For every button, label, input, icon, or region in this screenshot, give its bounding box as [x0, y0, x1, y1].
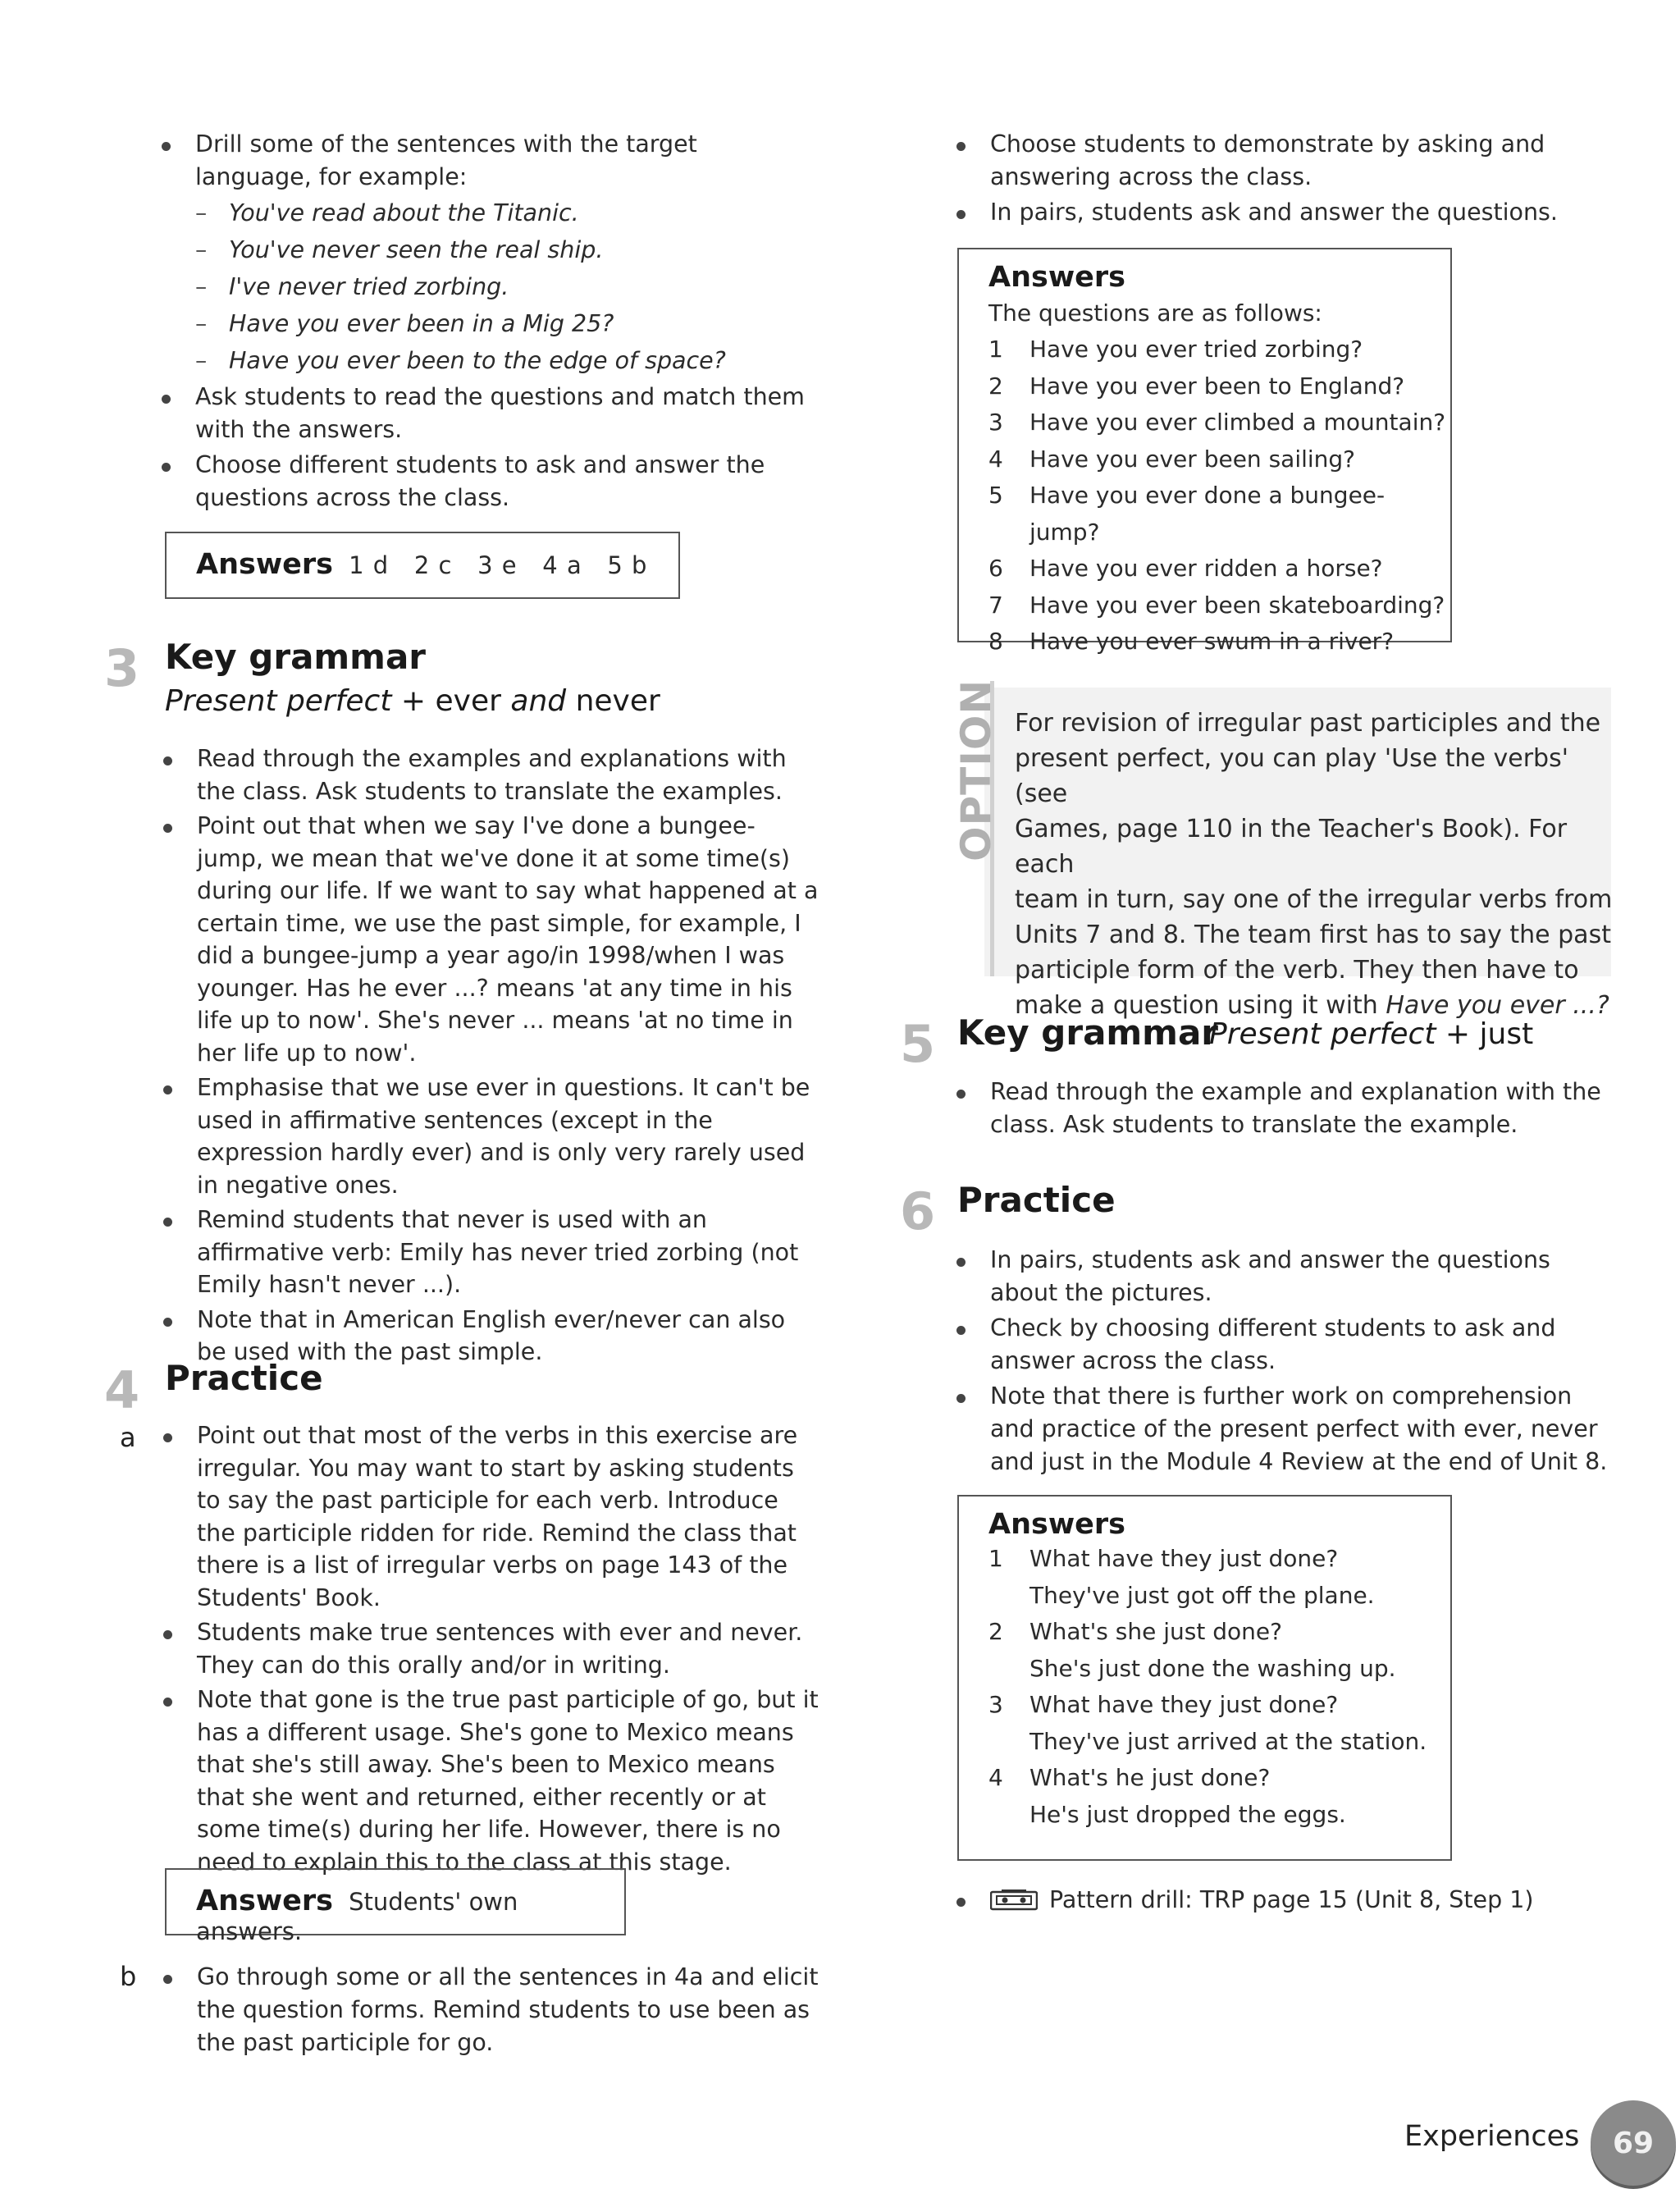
- answers-title: Answers: [196, 548, 334, 581]
- example-list: [162, 196, 818, 377]
- section-3-subtitle: Present perfect + ever and never: [165, 684, 660, 718]
- bullet: Point out that when we say I've done a bungee-jump, we mean that we've done it at some time(s) during our life. If we want to say what happened at a certain time, we use the past simple, for example, I did a bungee-jump a year ago/in 1998/when I was younger. Has he ever ...? means 'at any time in his life up to now'. She's never ... means 'at no time in her life up to now'.: [163, 810, 819, 1069]
- answer-item: 1 What have they just done?: [988, 1545, 1339, 1572]
- bullet: Choose students to demonstrate by asking and answering across the class.: [956, 128, 1613, 194]
- answer-item: They've just got off the plane.: [1029, 1581, 1375, 1609]
- example-item: – You've never seen the real ship.: [195, 233, 818, 267]
- answers-box-1: [165, 532, 680, 599]
- answers-content: Students' own answers.: [196, 1888, 518, 1945]
- answer-item: They've just arrived at the station.: [1029, 1727, 1427, 1755]
- answers-title: Answers: [196, 1885, 334, 1917]
- answer-item: 4 Have you ever been sailing?: [988, 445, 1356, 473]
- bullet: Note that there is further work on comprehension and practice of the present perfect with ever, never and just in the Module 4 Review at the end of Unit 8.: [956, 1380, 1617, 1478]
- bullet: Read through the examples and explanations with the class. Ask students to translate the examples.: [163, 743, 819, 807]
- answers-box-4a: [165, 1868, 626, 1945]
- section-3-title: Key grammar: [165, 637, 426, 677]
- page-number: 69: [1612, 2126, 1655, 2160]
- answer-item: 2 What's she just done?: [988, 1618, 1282, 1645]
- section-number-4: 4: [104, 1360, 140, 1420]
- bullet: Note that gone is the true past participle of go, but it has a different usage. She's gone to Mexico means that she's still away. She's been to Mexico means that she went and returned, either recently or at some time(s) during her life. However, there is no need to explain this to the class at this stage.: [163, 1684, 824, 1878]
- bullet: Remind students that never is used with an affirmative verb: Emily has never tried zorbing (not Emily hasn't never ...).: [163, 1204, 819, 1301]
- answer-item: 7 Have you ever been skateboarding?: [988, 591, 1445, 619]
- label-b: b: [120, 1961, 137, 1992]
- section-4-title: Practice: [165, 1358, 323, 1398]
- bullet: In pairs, students ask and answer the questions.: [956, 196, 1613, 229]
- cassette-icon: [990, 1887, 1038, 1920]
- answer-item: 2 Have you ever been to England?: [988, 372, 1405, 400]
- bullet: Point out that most of the verbs in this exercise are irregular. You may want to start by asking students to say the past participle for each verb. Introduce the participle ridden for ride. Remind the class that there is a list of irregular verbs on page 143 of the Students' Book.: [163, 1419, 824, 1614]
- label-a: a: [120, 1422, 136, 1453]
- answers-box-2: [957, 248, 1452, 655]
- left-intro: [162, 128, 818, 517]
- answers-intro: The questions are as follows:: [988, 299, 1322, 327]
- bullet-choose-students: Choose different students to ask and answer the questions across the class.: [162, 449, 818, 514]
- right-intro: [956, 128, 1613, 231]
- example-item: – Have you ever been in a Mig 25?: [195, 307, 818, 340]
- option-label: OPTION: [952, 679, 1000, 861]
- bullet: Emphasise that we use ever in questions. It can't be used in affirmative sentences (except in the expression hardly ever) and is only very rarely used in negative ones.: [163, 1072, 819, 1201]
- answer-item: 3 What have they just done?: [988, 1691, 1339, 1718]
- section-4a-bullets: [163, 1419, 824, 1880]
- answers-box-6: [957, 1495, 1452, 1861]
- page-number-badge: [1591, 2100, 1676, 2186]
- bullet: Check by choosing different students to ask and answer across the class.: [956, 1312, 1617, 1378]
- answer-item: He's just dropped the eggs.: [1029, 1800, 1346, 1828]
- bullet: In pairs, students ask and answer the questions about the pictures.: [956, 1244, 1617, 1309]
- bullet-drill: Drill some of the sentences with the target language, for example:: [162, 128, 818, 194]
- footer-label: Experiences: [1404, 2120, 1580, 2153]
- bullet: Pattern drill: TRP page 15 (Unit 8, Step 1): [956, 1884, 1613, 1920]
- answer-item: 1 Have you ever tried zorbing?: [988, 336, 1363, 363]
- answers-title: Answers: [988, 261, 1126, 294]
- answer-item: 3 Have you ever climbed a mountain?: [988, 409, 1446, 436]
- answers-content: 1 d 2 c 3 e 4 a 5 b: [349, 551, 648, 579]
- answer-item: She's just done the washing up.: [1029, 1654, 1396, 1682]
- section-4b-bullet: [163, 1961, 819, 2062]
- example-item: – You've read about the Titanic.: [195, 196, 818, 230]
- answer-item: 6 Have you ever ridden a horse?: [988, 555, 1383, 582]
- section-5-title: Key grammar: [957, 1012, 1218, 1053]
- section-number-6: 6: [900, 1181, 936, 1241]
- answer-item: 5 Have you ever done a bungee-jump?: [988, 482, 1386, 546]
- example-item: – I've never tried zorbing.: [195, 270, 818, 304]
- example-item: – Have you ever been to the edge of space?: [195, 344, 818, 377]
- bullet: Students make true sentences with ever and never. They can do this orally and/or in writing.: [163, 1616, 824, 1681]
- option-text: For revision of irregular past participles and the present perfect, you can play 'Use the verbs' (see Games, page 110 in the Teacher's Book). For each team in turn, say one of the irregular verbs from Units 7 and 8. The team first has to say the past participle form of the verb. They then have to make a question using it with Have you ever ...?: [1015, 709, 1613, 1020]
- section-number-5: 5: [900, 1014, 936, 1074]
- section-3-bullets: [163, 743, 819, 1371]
- bullet-read-questions: Ask students to read the questions and match them with the answers.: [162, 381, 818, 446]
- section-5-subtitle: Present perfect + just: [1209, 1017, 1534, 1051]
- answers-title: Answers: [988, 1508, 1126, 1541]
- section-5-bullet: [956, 1076, 1613, 1144]
- bullet: Go through some or all the sentences in 4a and elicit the question forms. Remind students to use been as the past participle for go.: [163, 1961, 819, 2059]
- section-6-bullets: [956, 1244, 1617, 1481]
- section-number-3: 3: [104, 638, 140, 698]
- answer-item: 4 What's he just done?: [988, 1764, 1271, 1791]
- bullet: Read through the example and explanation with the class. Ask students to translate the example.: [956, 1076, 1613, 1141]
- section-6-title: Practice: [957, 1180, 1116, 1220]
- bullet: Note that in American English ever/never can also be used with the past simple.: [163, 1304, 819, 1369]
- answer-item: 8 Have you ever swum in a river?: [988, 628, 1395, 655]
- pattern-drill: [956, 1884, 1613, 1922]
